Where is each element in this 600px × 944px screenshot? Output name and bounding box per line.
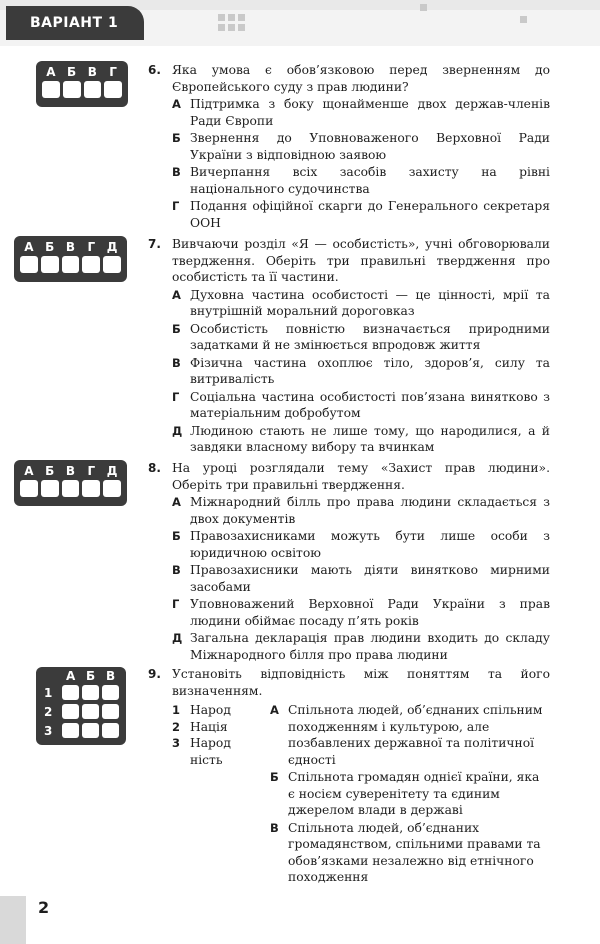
answer-cell[interactable] (103, 480, 121, 497)
grid-letter: А (46, 65, 56, 79)
decor-square (218, 24, 225, 31)
answer-cell[interactable] (102, 704, 119, 719)
answer-cell[interactable] (20, 256, 38, 273)
grid-letter: Б (45, 464, 55, 478)
option-v: В Фізична частина охоплює тіло, здоров’я, силу та витривалість (172, 355, 550, 386)
answer-cell[interactable] (82, 685, 99, 700)
grid-letter: В (65, 240, 76, 254)
answer-cell[interactable] (62, 685, 79, 700)
question-text: Вивчаючи розділ «Я — особистість», учні обговорювали твердження. Оберіть три правильні твердження про особистість та її частини. (172, 237, 550, 284)
decor-square (238, 14, 245, 21)
concept-item: 3 Народність (172, 736, 231, 767)
option-v: В Правозахисники мають діяти винятково мирними засобами (172, 563, 550, 594)
question-number: 9. (148, 667, 161, 681)
definition-item: Б Спільнота громадян однієї країни, яка є носієм суверенітету та єдиним джерелом влади в державі (270, 770, 540, 817)
option-g: Г Подання офіційної скарги до Генерального секретаря ООН (172, 199, 550, 230)
question-6 (148, 62, 550, 231)
option-g: Г Соціальна частина особистості пов’язана винятково з матеріальним добробутом (172, 389, 550, 420)
question-9 (148, 666, 550, 699)
concept-item: 1 Народ (172, 703, 231, 717)
answer-grid-q7[interactable] (14, 236, 127, 282)
answer-cell[interactable] (84, 81, 102, 98)
page-number: 2 (38, 898, 50, 917)
grid-letter: Г (87, 240, 96, 254)
option-b: Б Особистість повністю визначається природними задатками й не змінюється впродовж життя (172, 321, 550, 352)
question-number: 8. (148, 461, 161, 475)
answer-cell[interactable] (41, 480, 59, 497)
answer-grid-q6[interactable] (36, 61, 128, 107)
grid-letter: А (24, 464, 34, 478)
answer-cell[interactable] (62, 256, 80, 273)
decor-square (228, 14, 235, 21)
question-number: 6. (148, 63, 161, 77)
answer-cell[interactable] (104, 81, 122, 98)
option-g: Г Уповноважений Верховної Ради України з прав людини обіймає посаду п’ять років (172, 597, 550, 628)
grid-row-number: 1 (44, 686, 53, 700)
answer-cell[interactable] (82, 704, 99, 719)
grid-letter: Б (45, 240, 55, 254)
grid-letter: Д (106, 464, 118, 478)
answer-cell[interactable] (102, 685, 119, 700)
decor-square (218, 14, 225, 21)
answer-grid-q8[interactable] (14, 460, 127, 506)
grid-letter: Б (67, 65, 77, 79)
option-b: Б Правозахисниками можуть бути лише особи з юридичною освітою (172, 529, 550, 560)
option-b: Б Звернення до Уповноваженого Верховної Ради України з відповідною заявою (172, 131, 550, 162)
question-7 (148, 236, 550, 456)
grid-col-letter: А (66, 669, 76, 683)
grid-col-letter: В (106, 669, 116, 683)
answer-cell[interactable] (82, 723, 99, 738)
option-a: А Духовна частина особистості — це цінності, мрії та внутрішній моральний дороговказ (172, 287, 550, 318)
option-a: А Міжнародний білль про права людини складається з двох документів (172, 495, 550, 526)
grid-row-number: 2 (44, 705, 53, 719)
answer-cell[interactable] (20, 480, 38, 497)
question-text: Яка умова є обов’язковою перед зверненням до Європейського суду з прав людини? (172, 63, 550, 94)
decor-square (520, 16, 527, 23)
decor-square (420, 4, 427, 11)
question-number: 7. (148, 237, 161, 251)
option-d: Д Людиною стають не лише тому, що народилися, а й завдяки власному вибору та вчинкам (172, 423, 550, 454)
answer-cell[interactable] (62, 480, 80, 497)
option-v: В Вичерпання всіх засобів захисту на рівні національного судочинства (172, 165, 550, 196)
grid-letter: Г (109, 65, 117, 79)
answer-cell[interactable] (102, 723, 119, 738)
matching-grid-q9[interactable] (36, 667, 126, 745)
page-edge-strip (0, 896, 26, 944)
concept-item: 2 Нація (172, 719, 228, 734)
answer-cell[interactable] (41, 256, 59, 273)
grid-row-number: 3 (44, 724, 53, 738)
answer-cell[interactable] (62, 704, 79, 719)
decor-square (238, 24, 245, 31)
question-text: На уроці розглядали тему «Захист прав людини». Оберіть три правильні твердження. (172, 461, 550, 492)
answer-cell[interactable] (82, 256, 100, 273)
grid-letter: Д (106, 240, 118, 254)
answer-cell[interactable] (42, 81, 60, 98)
question-text: Установіть відповідність між поняттям та його визначенням. (172, 667, 550, 698)
definition-item: А Спільнота людей, об’єднаних спільним походженням і культурою, але позбавлених державної та політичної єдності (270, 703, 543, 767)
concepts-column (172, 702, 262, 768)
option-d: Д Загальна декларація прав людини входить до складу Міжнародного білля про права людини (172, 631, 550, 662)
variant-badge: ВАРІАНТ 1 (6, 6, 144, 40)
question-8 (148, 460, 550, 663)
grid-letter: В (65, 464, 76, 478)
definition-item: В Спільнота людей, об’єднаних громадянством, спільними правами та обов’язками незалежно від етнічного походження (270, 820, 541, 884)
grid-letter: Г (87, 464, 96, 478)
grid-letter: А (24, 240, 34, 254)
grid-letter: В (87, 65, 97, 79)
grid-col-letter: Б (86, 669, 96, 683)
definitions-column (270, 702, 550, 886)
answer-cell[interactable] (103, 256, 121, 273)
answer-cell[interactable] (62, 723, 79, 738)
option-a: А Підтримка з боку щонайменше двох держав-членів Ради Європи (172, 97, 550, 128)
decor-square (228, 24, 235, 31)
answer-cell[interactable] (82, 480, 100, 497)
answer-cell[interactable] (63, 81, 81, 98)
